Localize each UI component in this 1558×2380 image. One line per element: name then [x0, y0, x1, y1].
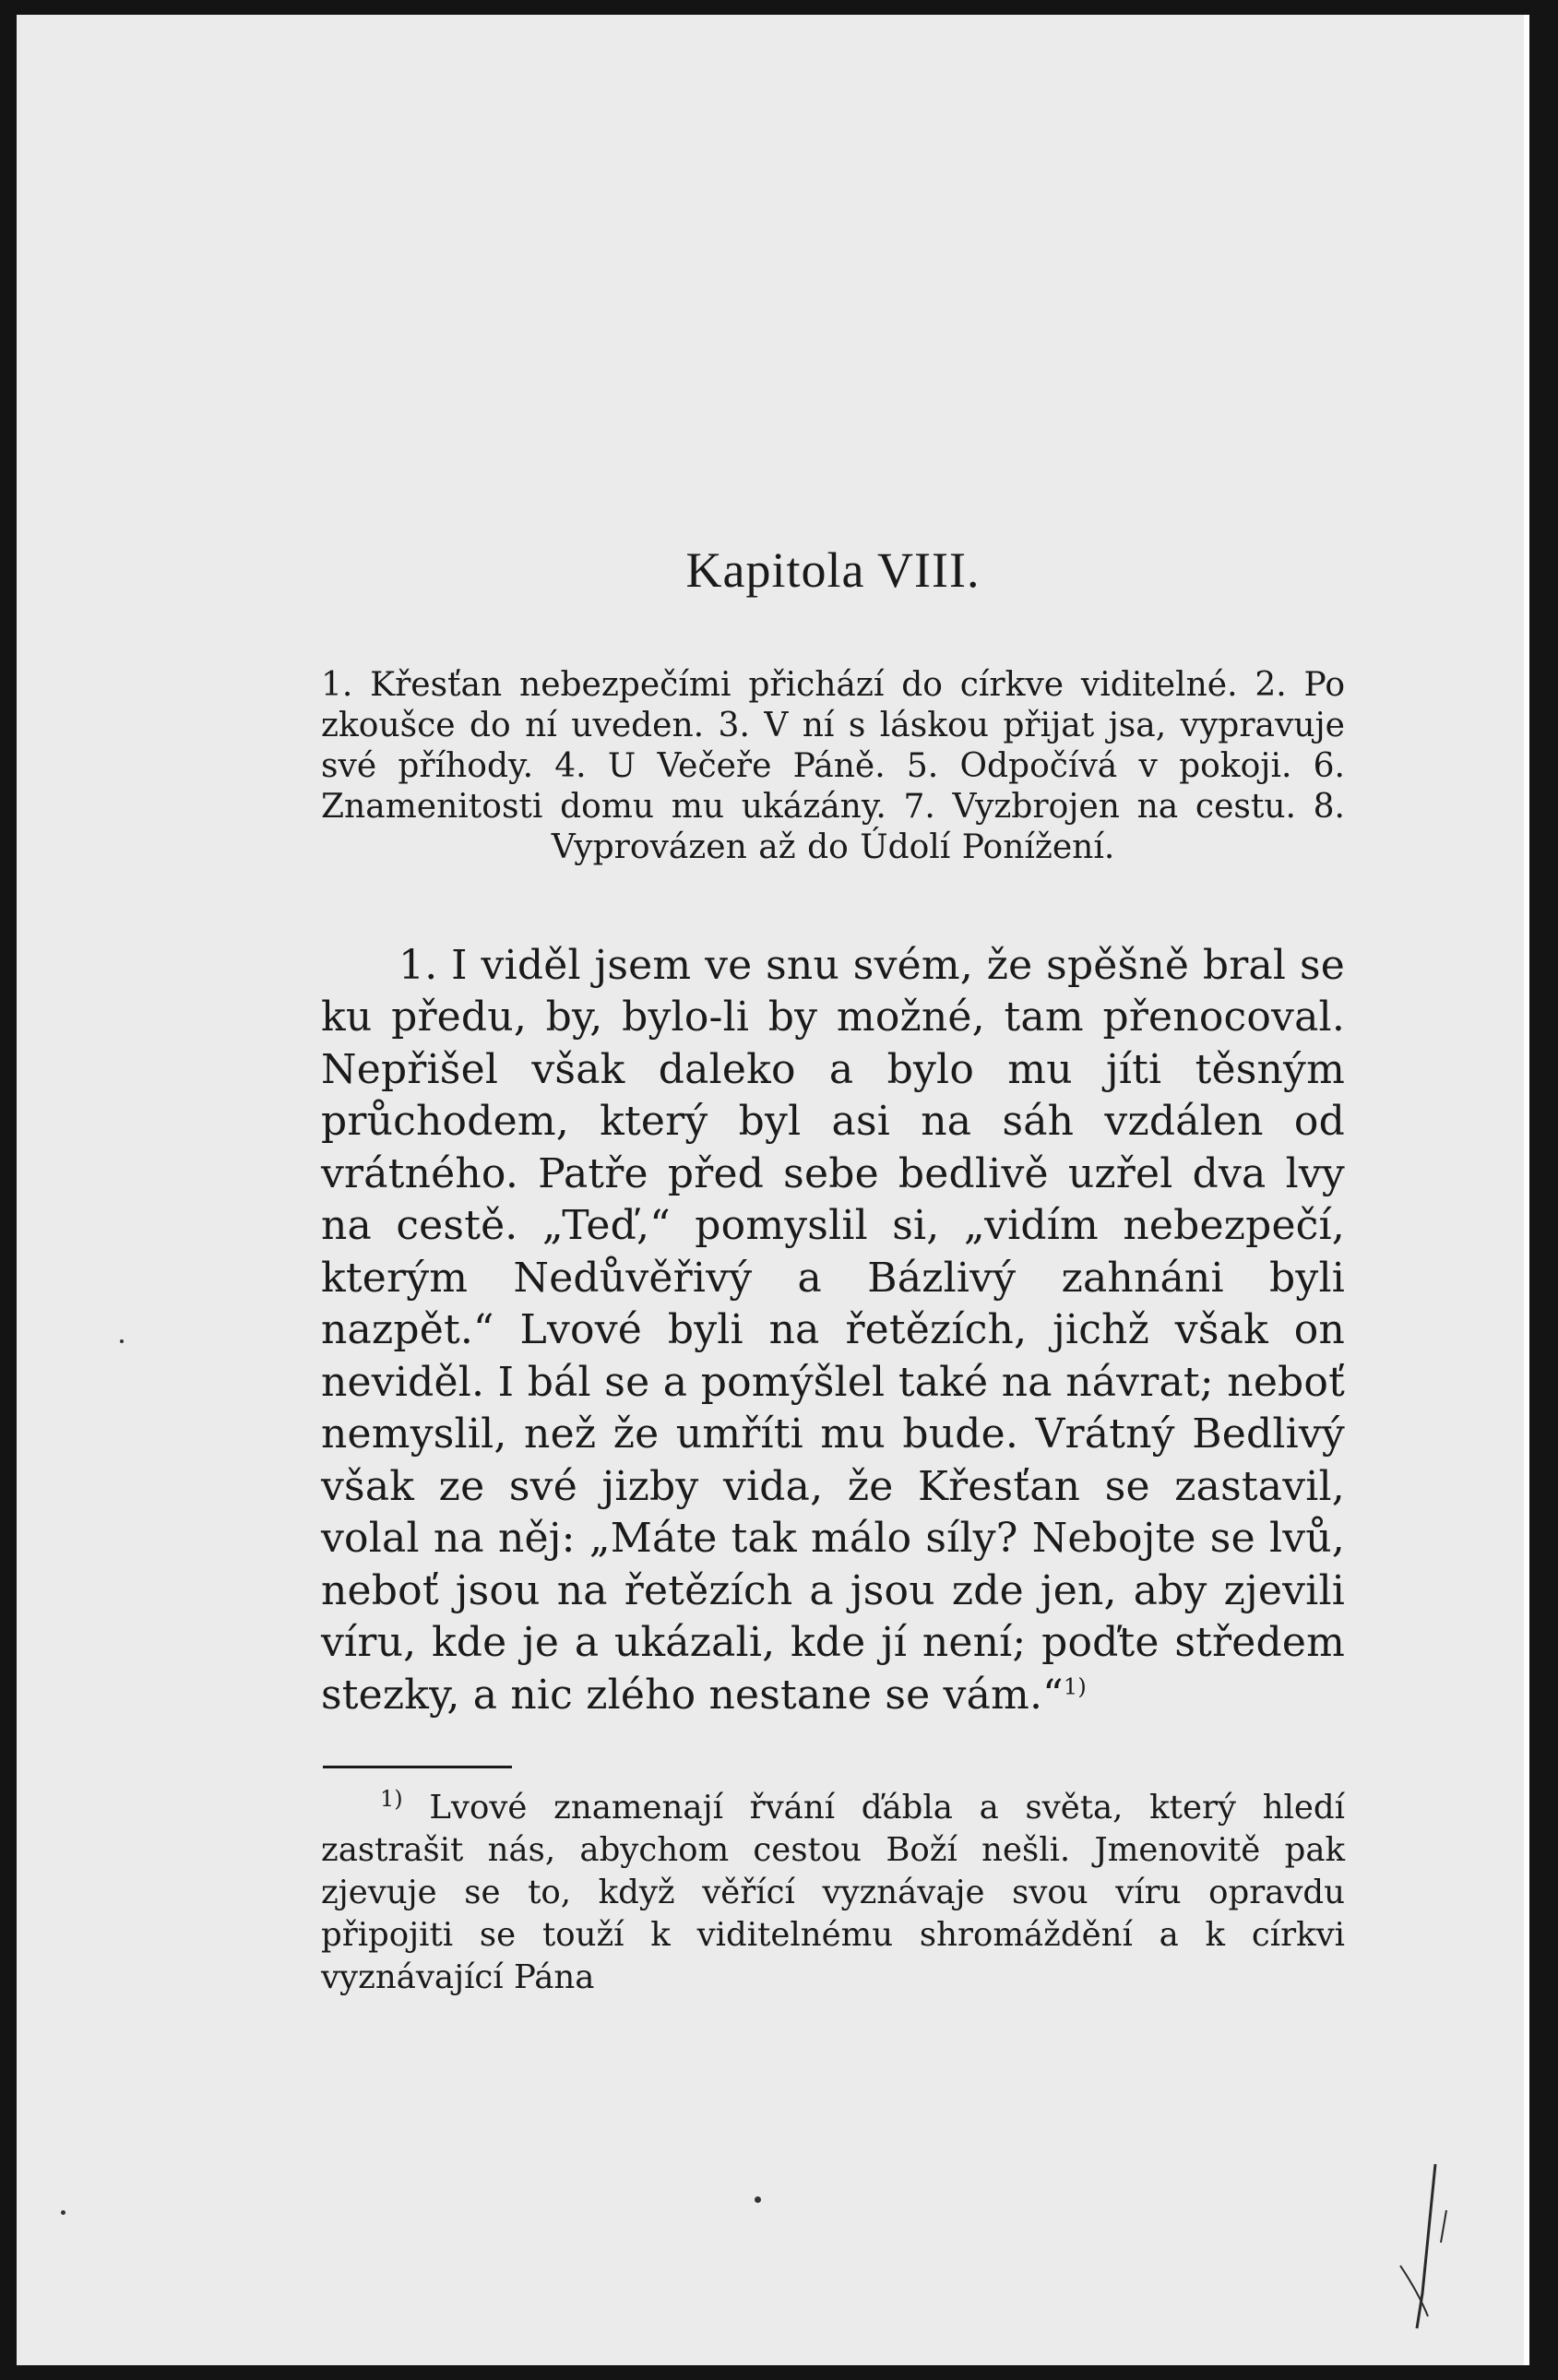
- page-edge: [1524, 15, 1529, 2365]
- print-speck: [755, 2196, 761, 2203]
- page-content: [321, 541, 1345, 1999]
- margin-scribble: [1382, 2155, 1483, 2339]
- print-speck: [61, 2210, 65, 2215]
- footnote-divider: [323, 1766, 512, 1768]
- footnote-text: Lvové znamenají řvání ďábla a světa, který hledí zastrašit nás, abychom cestou Boží nešli. Jmenovitě pak zjevuje se to, když věřící vyznávaje svou víru opravdu připojiti se touží k viditelnému shromáždění a k církvi vyznávající Pána: [321, 1789, 1345, 1997]
- chapter-summary: 1. Křesťan nebezpečími přichází do církve viditelné. 2. Po zkoušce do ní uveden. 3. V ní s láskou přijat jsa, vypravuje své příhody. 4. U Večeře Páně. 5. Odpočívá v pokoji. 6. Znamenitosti domu mu ukázány. 7. Vyzbrojen na cestu. 8. Vyprovázen až do Údolí Ponížení.: [321, 665, 1345, 866]
- footnote-marker: 1): [380, 1786, 403, 1813]
- chapter-title: Kapitola VIII.: [685, 542, 981, 598]
- body-paragraph: [321, 940, 1345, 1722]
- body-paragraph-text: 1. I viděl jsem ve snu svém, že spěšně bral se ku předu, by, bylo-li by možné, tam přenocoval. Nepřišel však daleko a bylo mu jíti těsným průchodem, který byl asi na sáh vzdálen od vrátného. Patře před sebe bedlivě uzřel dva lvy na cestě. „Teď,“ pomyslil si, „vidím nebezpečí, kterým Nedůvěřivý a Bázlivý zahnáni byli nazpět.“ Lvové byli na řetězích, jichž však on neviděl. I bál se a pomýšlel také na návrat; neboť nemyslil, než že umříti mu bude. Vrátný Bedlivý však ze své jizby vida, že Křesťan se zastavil, volal na něj: „Máte tak málo síly? Nebojte se lvů, neboť jsou na řetězích a jsou zde jen, aby zjevili víru, kde je a ukázali, kde jí není; poďte středem stezky, a nic zlého nestane se vám.“: [321, 941, 1345, 1719]
- footnote: [321, 1787, 1345, 1999]
- book-page: [17, 15, 1529, 2365]
- footnote-reference: 1): [1063, 1673, 1087, 1700]
- print-speck: [120, 1339, 124, 1343]
